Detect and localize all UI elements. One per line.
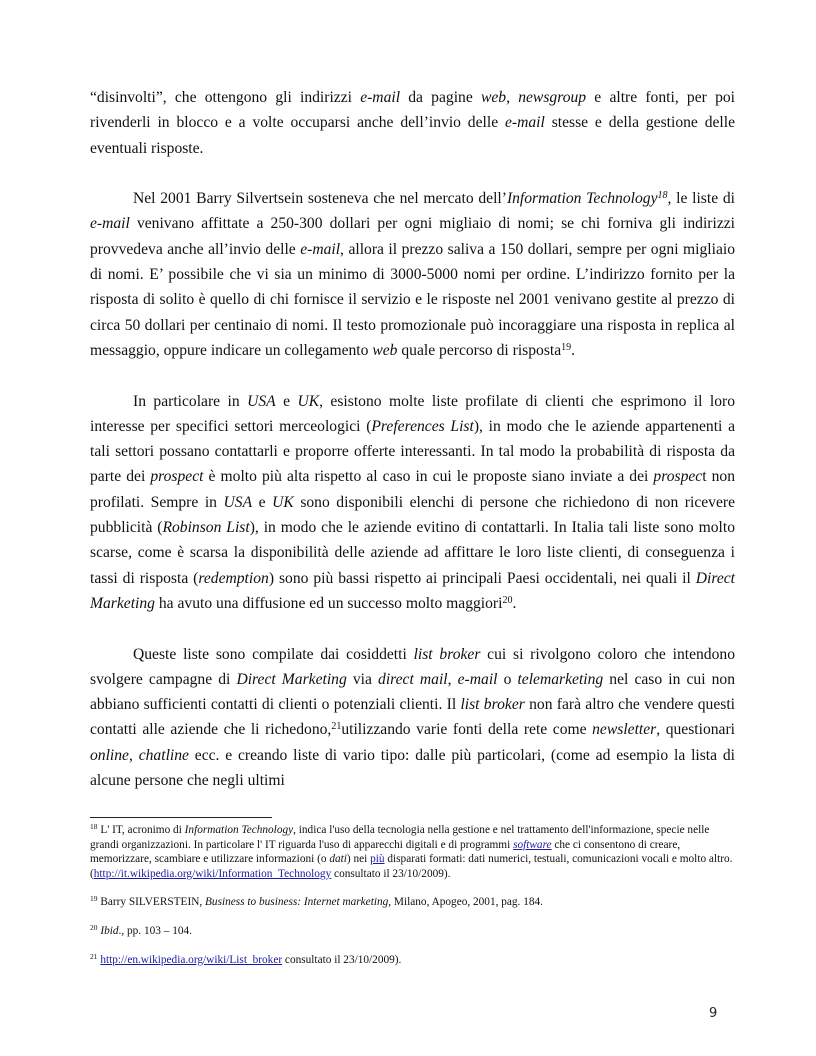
paragraph-3: In particolare in USA e UK, esistono molte liste profilate di clienti che esprimono il loro interesse per specifici settori merceologici (Preferences List), in modo che le aziende appartenenti a tali settori possano contattarli e proporre offerte interessanti. In tal modo la probabilità di risposta da parte dei prospect è molto più alta rispetto al caso in cui le proposte siano inviate a dei prospect non profilati. Sempre in USA e UK sono disponibili elenchi di persone che richiedono di non ricevere pubblicità (Robinson List), in modo che le aziende evitino di contattarli. In Italia tali liste sono molto scarse, come è scarsa la disponibilità delle aziende ad affittare le loro liste clienti, di conseguenza i tassi di risposta (redemption) sono più bassi rispetto ai principali Paesi occidentali, nei quali il Direct Marketing ha avuto una diffusione ed un successo molto maggiori$^{20}$. (90, 392, 736, 612)
software-link[interactable]: software (513, 838, 552, 851)
footnote-20: $^{20}$ Ibid., pp. 103 – 104. (90, 922, 192, 937)
body-text (90, 85, 735, 819)
paragraph-1: “disinvolti”, che ottengono gli indirizzi e-mail da pagine web, newsgroup e altre fonti, per poi rivenderli in blocco e a volte occuparsi anche dell’invio delle e-mail stesse e della gestione delle eventuali risposte. (90, 89, 736, 157)
footnote-separator (90, 817, 272, 818)
paragraph-2: Nel 2001 Barry Silvertsein sosteneva che nel mercato dell’Information Technology$^{18}$, le liste di e-mail venivano affittate a 250-300 dollari per ogni migliaio di nomi; se chi forniva gli indirizzi provvedeva anche all’invio delle e-mail, allora il prezzo saliva a 150 dollari, sempre per ogni migliaio di nomi. E’ possibile che vi sia un minimo di 3000-5000 nomi per ordine. L’indirizzo fornito per la risposta di solito è quello di chi fornisce il servizio e le risposte nel 2001 venivano gestite al prezzo di circa 50 dollari per centinaio di nomi. Il testo promozionale può incoraggiare una risposta in replica al messaggio, oppure indicare un collegamento web quale percorso di risposta$^{19}$. (90, 190, 736, 359)
footnote-18: $^{18}$ L' IT, acronimo di Information Technology, indica l'uso della tecnologia nella gestione e nel trattamento dell'informazione, specie nelle grandi organizzazioni. In particolare l' IT riguarda l'uso di apparecchi digitali e di programmi software che ci consentono di creare, memorizzare, scambiare e utilizzare informazioni (o dati) nei più disparati formati: dati numerici, testuali, comunicazioni vocali e molto altro. (http://it.wikipedia.org/wiki/Information_Technology consultato il 23/10/2009). (90, 822, 733, 880)
page-number: 9 (709, 1006, 718, 1021)
footnote-ref-19[interactable]: 19 (561, 341, 572, 353)
footnote-19: $^{19}$ Barry SILVERSTEIN, Business to business: Internet marketing, Milano, Apogeo, 2001, pag. 184. (90, 894, 543, 909)
wikipedia-it-link[interactable]: http://it.wikipedia.org/wiki/Information_Technology (93, 867, 332, 880)
footnote-ref-18[interactable]: 18 (657, 190, 668, 202)
wikipedia-en-link[interactable]: http://en.wikipedia.org/wiki/List_broker (100, 953, 283, 966)
footnotes (90, 823, 735, 981)
footnote-ref-20[interactable]: 20 (502, 594, 513, 606)
piu-link[interactable]: più (370, 853, 385, 866)
paragraph-4: Queste liste sono compilate dai cosiddetti list broker cui si rivolgono coloro che intendono svolgere campagne di Direct Marketing via direct mail, e-mail o telemarketing nel caso in cui non abbiano sufficienti contatti di clienti o potenziali clienti. Il list broker non farà altro che vendere questi contatti alle aziende che li richedono,$^{21}$utilizzando varie fonti della rete come newsletter, questionari online, chatline ecc. e creando liste di vario tipo: dalle più particolari, (come ad esempio la lista di alcune persone che negli ultimi (90, 645, 736, 790)
footnote-ref-21[interactable]: 21 (331, 721, 342, 733)
footnote-21: $^{21}$ http://en.wikipedia.org/wiki/List_broker consultato il 23/10/2009). (90, 951, 402, 966)
